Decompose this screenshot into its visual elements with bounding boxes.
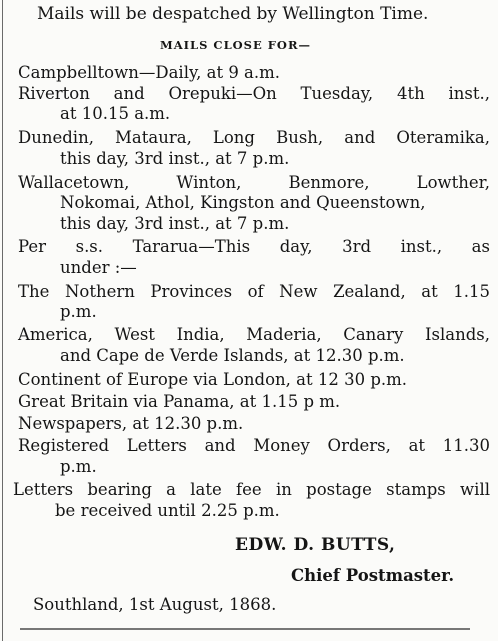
entry-line: Nokomai, Athol, Kingston and Queenstown, — [60, 193, 426, 212]
entry-line: under :— — [60, 258, 137, 277]
signature-title: Chief Postmaster. — [291, 566, 455, 585]
entry-line: The Nothern Provinces of New Zealand, at 1.15 — [18, 282, 490, 301]
entry-line: Per s.s. Tararua—This day, 3rd inst., as — [18, 237, 490, 256]
entry-line: America, West India, Maderia, Canary Islands, — [18, 325, 490, 344]
entry-line: Campbelltown—Daily, at 9 a.m. — [18, 63, 281, 82]
entry-line: Dunedin, Mataura, Long Bush, and Oteramika, — [18, 128, 490, 147]
entry-line: this day, 3rd inst., at 7 p.m. — [60, 214, 290, 233]
left-border-rule — [2, 0, 3, 641]
notice-heading: Mails will be despatched by Wellington Time. — [37, 4, 429, 24]
entry-line: p.m. — [60, 302, 97, 321]
entry-line: Great Britain via Panama, at 1.15 p m. — [18, 392, 341, 411]
notice-subheading: MAILS CLOSE FOR— — [160, 38, 311, 52]
entry-line: this day, 3rd inst., at 7 p.m. — [60, 149, 290, 168]
bottom-rule — [20, 628, 470, 630]
dateline: Southland, 1st August, 1868. — [33, 595, 277, 614]
entry-line: at 10.15 a.m. — [60, 104, 171, 123]
entry-line: Registered Letters and Money Orders, at 11.30 — [18, 436, 490, 455]
entry-line: Riverton and Orepuki—On Tuesday, 4th inst., — [18, 84, 490, 103]
entry-line: Continent of Europe via London, at 12 30 p.m. — [18, 370, 408, 389]
entry-line: Newspapers, at 12.30 p.m. — [18, 414, 244, 433]
entry-line: Letters bearing a late fee in postage stamps will — [13, 480, 490, 499]
entry-line: p.m. — [60, 457, 97, 476]
entry-line: and Cape de Verde Islands, at 12.30 p.m. — [60, 346, 405, 365]
entry-line: Wallacetown, Winton, Benmore, Lowther, — [18, 173, 490, 192]
signature-name: EDW. D. BUTTS, — [235, 535, 396, 555]
entry-line: be received until 2.25 p.m. — [55, 501, 280, 520]
